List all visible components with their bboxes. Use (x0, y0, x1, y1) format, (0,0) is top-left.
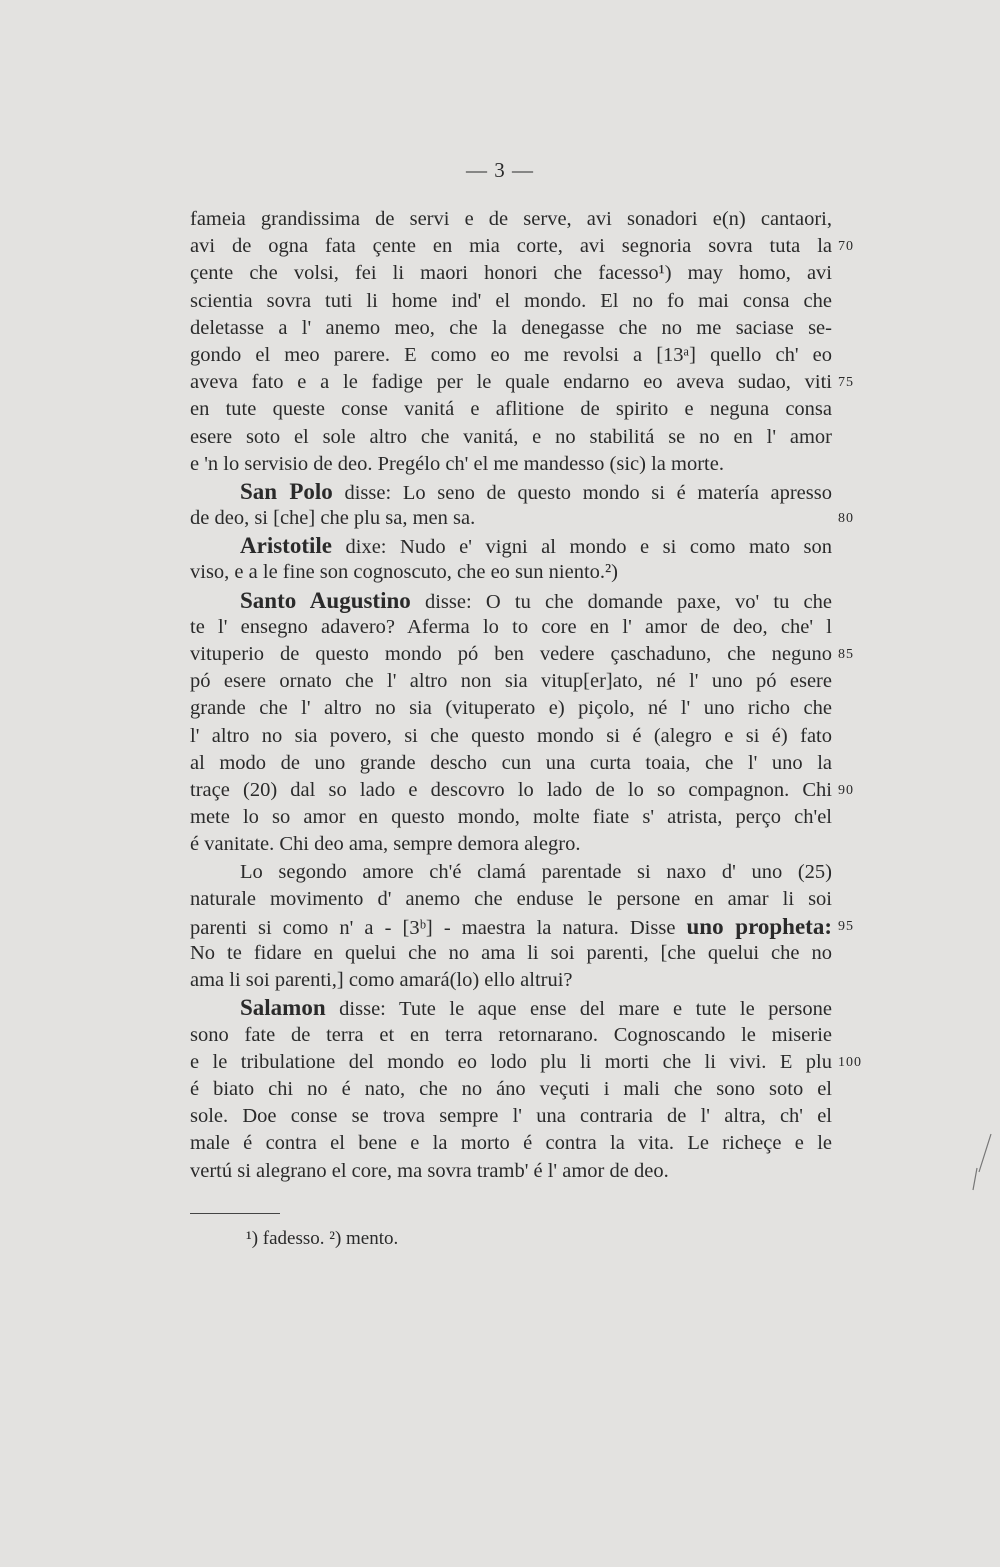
text-line (190, 668, 832, 695)
line-content: esere soto el sole altro che vanitá, e no stabilitá se no en l' amor (190, 425, 832, 448)
text-line (190, 369, 854, 396)
text-line (190, 478, 832, 505)
text-line (190, 723, 832, 750)
line-content: male é contra el bene e la morto é contra la vita. Le richeçe e le (190, 1132, 832, 1155)
line-text (190, 940, 832, 967)
line-text (190, 559, 832, 586)
line-content: ama li soi parenti,] como amará(lo) ello altrui? (190, 969, 573, 992)
line-text (190, 668, 832, 695)
line-content: çente che volsi, fei li maori honori che facesso¹) may homo, avi (190, 262, 832, 285)
text-line (190, 940, 832, 967)
line-content: viso, e a le fine son cognoscuto, che eo sun niento.²) (190, 561, 618, 584)
text-line (190, 886, 832, 913)
line-content: gondo el meo parere. E como eo me revolsi a [13ᵃ] quello ch' eo (190, 343, 832, 366)
text-line (190, 913, 854, 940)
text-line (190, 1158, 832, 1185)
line-content: avi de ogna fata çente en mia corte, avi segnoria sovra tuta la (190, 235, 832, 258)
text-line (190, 994, 832, 1021)
line-text (190, 831, 832, 858)
line-content: te l' ensegno adavero? Aferma lo to core en l' amor de deo, che' l (190, 615, 832, 638)
text-line (190, 451, 832, 478)
text-line (190, 260, 832, 287)
text-line (190, 424, 832, 451)
line-content: sono fate de terra et en terra retornarano. Cognoscando le miserie (190, 1023, 832, 1046)
line-content: aveva fato e a le fadige per le quale endarno eo aveva sudao, viti (190, 371, 832, 394)
line-text (190, 886, 832, 913)
text-body (190, 206, 862, 1185)
line-text (190, 587, 832, 616)
line-text (190, 424, 832, 451)
line-text (190, 315, 832, 342)
line-content: e le tribulatione del mondo eo lodo plu li morti che li vivi. E plu (190, 1050, 832, 1073)
line-content: en tute queste conse vanitá e aflitione de spirito e neguna consa (190, 398, 832, 421)
text-line (190, 1103, 832, 1130)
text-line (190, 1130, 832, 1157)
line-content: fameia grandissima de servi e de serve, avi sonadori e(n) cantaori, (190, 208, 832, 230)
line-text (190, 233, 832, 260)
text-line (190, 559, 832, 586)
speaker-name: San Polo (240, 478, 333, 504)
line-number: 95 (838, 918, 854, 934)
line-number: 90 (838, 782, 854, 798)
text-line (190, 641, 854, 668)
text-line (190, 342, 832, 369)
line-number: 100 (838, 1054, 862, 1070)
text-line (190, 804, 832, 831)
line-content: scientia sovra tuti li home ind' el mondo. El no fo mai consa che (190, 289, 832, 312)
line-text (190, 695, 832, 722)
line-text (190, 206, 832, 233)
line-number: 85 (838, 647, 854, 662)
line-text (190, 1022, 832, 1049)
line-text (190, 1158, 832, 1185)
page-number: — 3 — (466, 158, 534, 182)
line-text (190, 641, 832, 668)
speaker-name: Salamon (240, 995, 326, 1021)
line-text (190, 1103, 832, 1130)
line-content: naturale movimento d' anemo che enduse le persone en amar li soi (190, 887, 832, 910)
line-text (190, 1049, 832, 1076)
text-line (190, 859, 832, 886)
line-content: No te fidare en quelui che no ama li soi parenti, [che quelui che no (190, 942, 832, 965)
line-content: mete lo so amor en questo mondo, molte fiate s' atrista, perço ch'el (190, 806, 832, 829)
line-number: 70 (838, 239, 854, 255)
text-line (190, 288, 832, 315)
line-content: vituperio de questo mondo pó ben vedere çaschaduno, che neguno (190, 643, 832, 665)
text-line (190, 396, 832, 423)
line-text (190, 1076, 832, 1103)
line-content: é biato chi no é nato, che no áno veçuti i mali che sono soto el (190, 1078, 832, 1100)
footnote-rule (190, 1213, 280, 1214)
text-line (190, 1076, 832, 1103)
line-text (190, 777, 832, 804)
text-line (190, 831, 832, 858)
text-line (190, 206, 832, 233)
line-text (190, 505, 832, 532)
line-text (190, 288, 832, 315)
line-text (190, 342, 832, 369)
line-content: sole. Doe conse se trova sempre l' una contraria de l' altra, ch' el (190, 1105, 832, 1128)
line-content: al modo de uno grande descho cun una curta toaia, che l' uno la (190, 751, 832, 774)
line-text (190, 723, 832, 750)
line-content: Lo segondo amore ch'é clamá parentade si naxo d' uno (25) (240, 860, 832, 883)
line-content: l' altro no sia povero, si che questo mondo si é (alegro e si é) fato (190, 724, 832, 747)
line-text (190, 967, 832, 994)
text-line (190, 695, 832, 722)
line-text (190, 994, 832, 1023)
line-content: traçe (20) dal so lado e descovro lo lado de lo so compagnon. Chi (190, 778, 832, 801)
line-content: disse: Tute le aque ense del mare e tute le persone (325, 998, 832, 1021)
line-text (190, 532, 832, 561)
line-text (190, 750, 832, 777)
line-number: 75 (838, 375, 854, 391)
text-line (190, 587, 832, 614)
line-content: é vanitate. Chi deo ama, sempre demora alegro. (190, 833, 581, 856)
line-content: vertú si alegrano el core, ma sovra tramb' é l' amor de deo. (190, 1159, 669, 1182)
line-text (190, 1130, 832, 1157)
line-content: parenti si como n' a - [3ᵇ] - maestra la natura. Disse (190, 916, 687, 939)
speaker-name: Aristotile (240, 533, 332, 559)
text-line (190, 505, 854, 532)
line-text (190, 478, 832, 507)
margin-pencil-mark (965, 1132, 995, 1192)
footnotes: ¹) fadesso. ²) mento. (246, 1228, 399, 1249)
speaker-name: uno propheta: (686, 913, 833, 939)
text-line (190, 750, 832, 777)
line-text (190, 614, 832, 641)
text-line (190, 315, 832, 342)
line-content: de deo, si [che] che plu sa, men sa. (190, 507, 476, 530)
text-line (190, 1022, 832, 1049)
line-text (190, 913, 832, 942)
line-content: grande che l' altro no sia (vituperato e) piçolo, né l' uno richo che (190, 697, 832, 720)
line-content: pó esere ornato che l' altro non sia vitup[er]ato, né l' uno pó esere (190, 670, 832, 693)
line-text (190, 369, 832, 396)
line-text (190, 859, 832, 886)
text-line (190, 777, 854, 804)
line-text (190, 451, 832, 478)
text-line (190, 233, 854, 260)
line-text (190, 804, 832, 831)
speaker-name: Santo Augustino (240, 587, 411, 613)
line-number: 80 (838, 511, 854, 527)
line-content: deletasse a l' anemo meo, che la denegasse che no me saciase se- (190, 316, 832, 339)
text-line (190, 614, 832, 641)
line-content: disse: O tu che domande paxe, vo' tu che (410, 590, 832, 613)
line-text (190, 260, 832, 287)
text-line (190, 532, 832, 559)
text-line (190, 967, 832, 994)
line-content: disse: Lo seno de questo mondo si é matería apresso (332, 481, 832, 504)
text-line (190, 1049, 862, 1076)
line-content: e 'n lo servisio de deo. Pregélo ch' el me mandesso (sic) la morte. (190, 452, 724, 475)
line-content: dixe: Nudo e' vigni al mondo e si como mato son (331, 536, 832, 559)
line-text (190, 396, 832, 423)
